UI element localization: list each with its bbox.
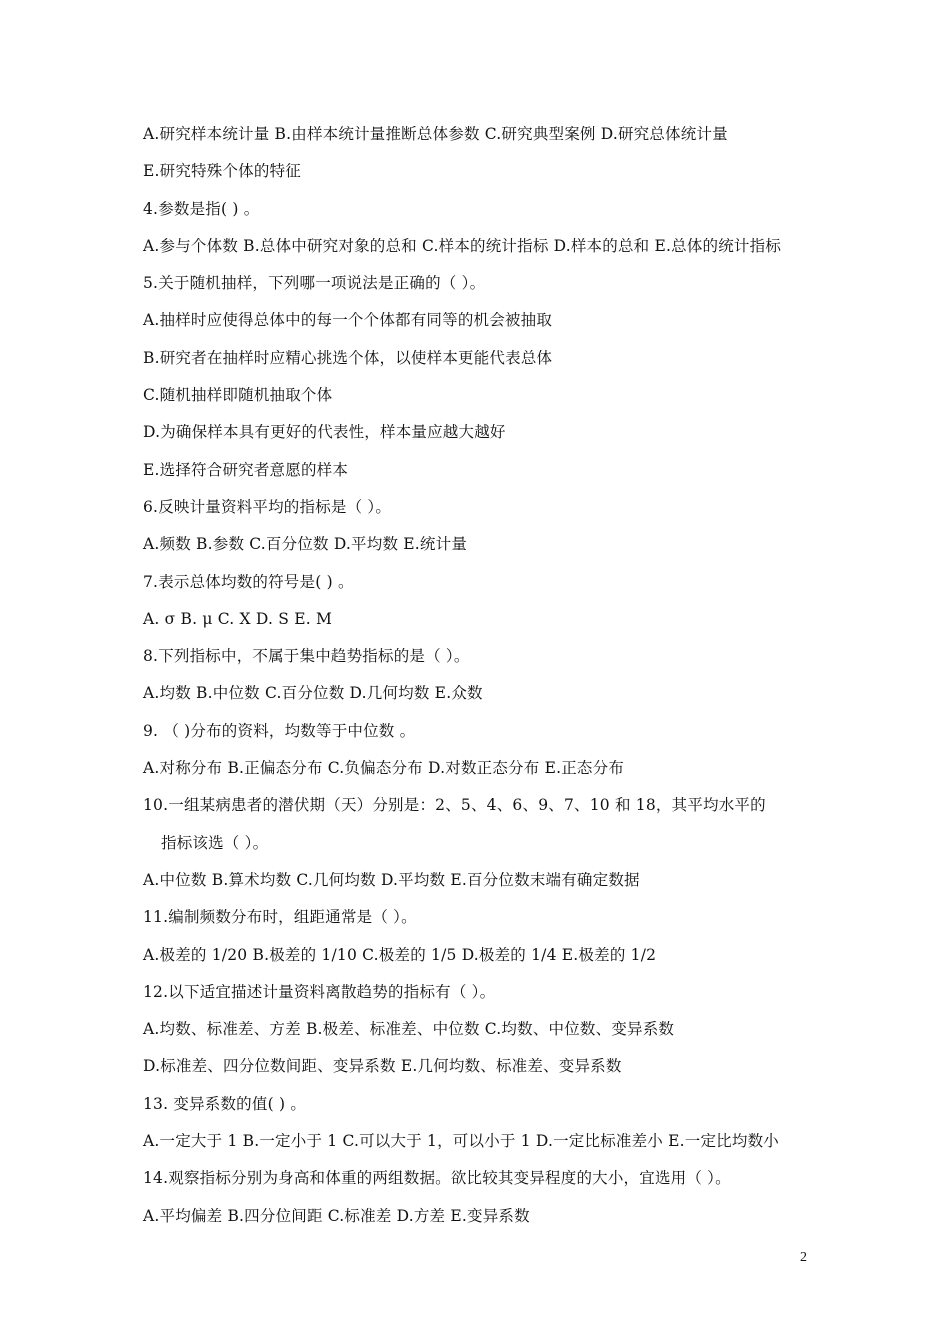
text-line: B.研究者在抽样时应精心挑选个体，以使样本更能代表总体 [143, 348, 553, 367]
text-line: A.抽样时应使得总体中的每一个个体都有同等的机会被抽取 [143, 311, 553, 330]
text-line: 8.下列指标中，不属于集中趋势指标的是（ ）。 [143, 647, 470, 666]
text-line: A.极差的 1/20 B.极差的 1/10 C.极差的 1/5 D.极差的 1/4 E.极差的 1/2 [143, 945, 657, 964]
page-number: 2 [800, 1250, 807, 1265]
text-line: A.平均偏差 B.四分位间距 C.标准差 D.方差 E.变异系数 [143, 1206, 530, 1225]
text-line: 指标该选（ ）。 [161, 833, 269, 852]
text-line: 7.表示总体均数的符号是( ) 。 [143, 572, 354, 591]
text-line: 14.观察指标分别为身高和体重的两组数据。欲比较其变异程度的大小，宜选用（ ）。 [143, 1169, 731, 1188]
text-line: A.一定大于 1 B.一定小于 1 C.可以大于 1，可以小于 1 D.一定比标准差小 E.一定比均数小 [143, 1132, 779, 1151]
text-line: A. σ B. μ C. X D. S E. M [143, 609, 333, 628]
text-line: A.中位数 B.算术均数 C.几何均数 D.平均数 E.百分位数末端有确定数据 [143, 870, 640, 889]
text-line: A.研究样本统计量 B.由样本统计量推断总体参数 C.研究典型案例 D.研究总体统计量 [143, 125, 728, 143]
text-line: D.为确保样本具有更好的代表性，样本量应越大越好 [143, 423, 506, 442]
question-list [143, 122, 843, 1241]
text-line: 4.参数是指( ) 。 [143, 199, 260, 218]
text-line: E.选择符合研究者意愿的样本 [143, 460, 349, 479]
text-line: 13. 变异系数的值( ) 。 [143, 1094, 307, 1113]
text-line: 6.反映计量资料平均的指标是（ ）。 [143, 497, 392, 516]
text-line: D.标准差、四分位数间距、变异系数 E.几何均数、标准差、变异系数 [143, 1057, 622, 1076]
text-line: 5.关于随机抽样，下列哪一项说法是正确的（ ）。 [143, 274, 486, 293]
text-line: A.对称分布 B.正偏态分布 C.负偏态分布 D.对数正态分布 E.正态分布 [143, 759, 625, 778]
text-line: A.均数、标准差、方差 B.极差、标准差、中位数 C.均数、中位数、变异系数 [143, 1020, 675, 1039]
text-line: 11.编制频数分布时，组距通常是（ ）。 [143, 908, 417, 927]
text-line: E.研究特殊个体的特征 [143, 162, 301, 181]
text-line: A.参与个体数 B.总体中研究对象的总和 C.样本的统计指标 D.样本的总和 E.总体的统计指标 [143, 236, 782, 255]
text-line: A.频数 B.参数 C.百分位数 D.平均数 E.统计量 [143, 535, 468, 554]
text-line: 10.一组某病患者的潜伏期（天）分别是：2、5、4、6、9、7、10 和 18，其平均水平的 [143, 796, 766, 815]
text-line: 9. （ )分布的资料，均数等于中位数 。 [143, 721, 416, 740]
text-line: A.均数 B.中位数 C.百分位数 D.几何均数 E.众数 [143, 684, 483, 703]
text-line: 12.以下适宜描述计量资料离散趋势的指标有（ ）。 [143, 982, 496, 1001]
text-line: C.随机抽样即随机抽取个体 [143, 386, 333, 405]
